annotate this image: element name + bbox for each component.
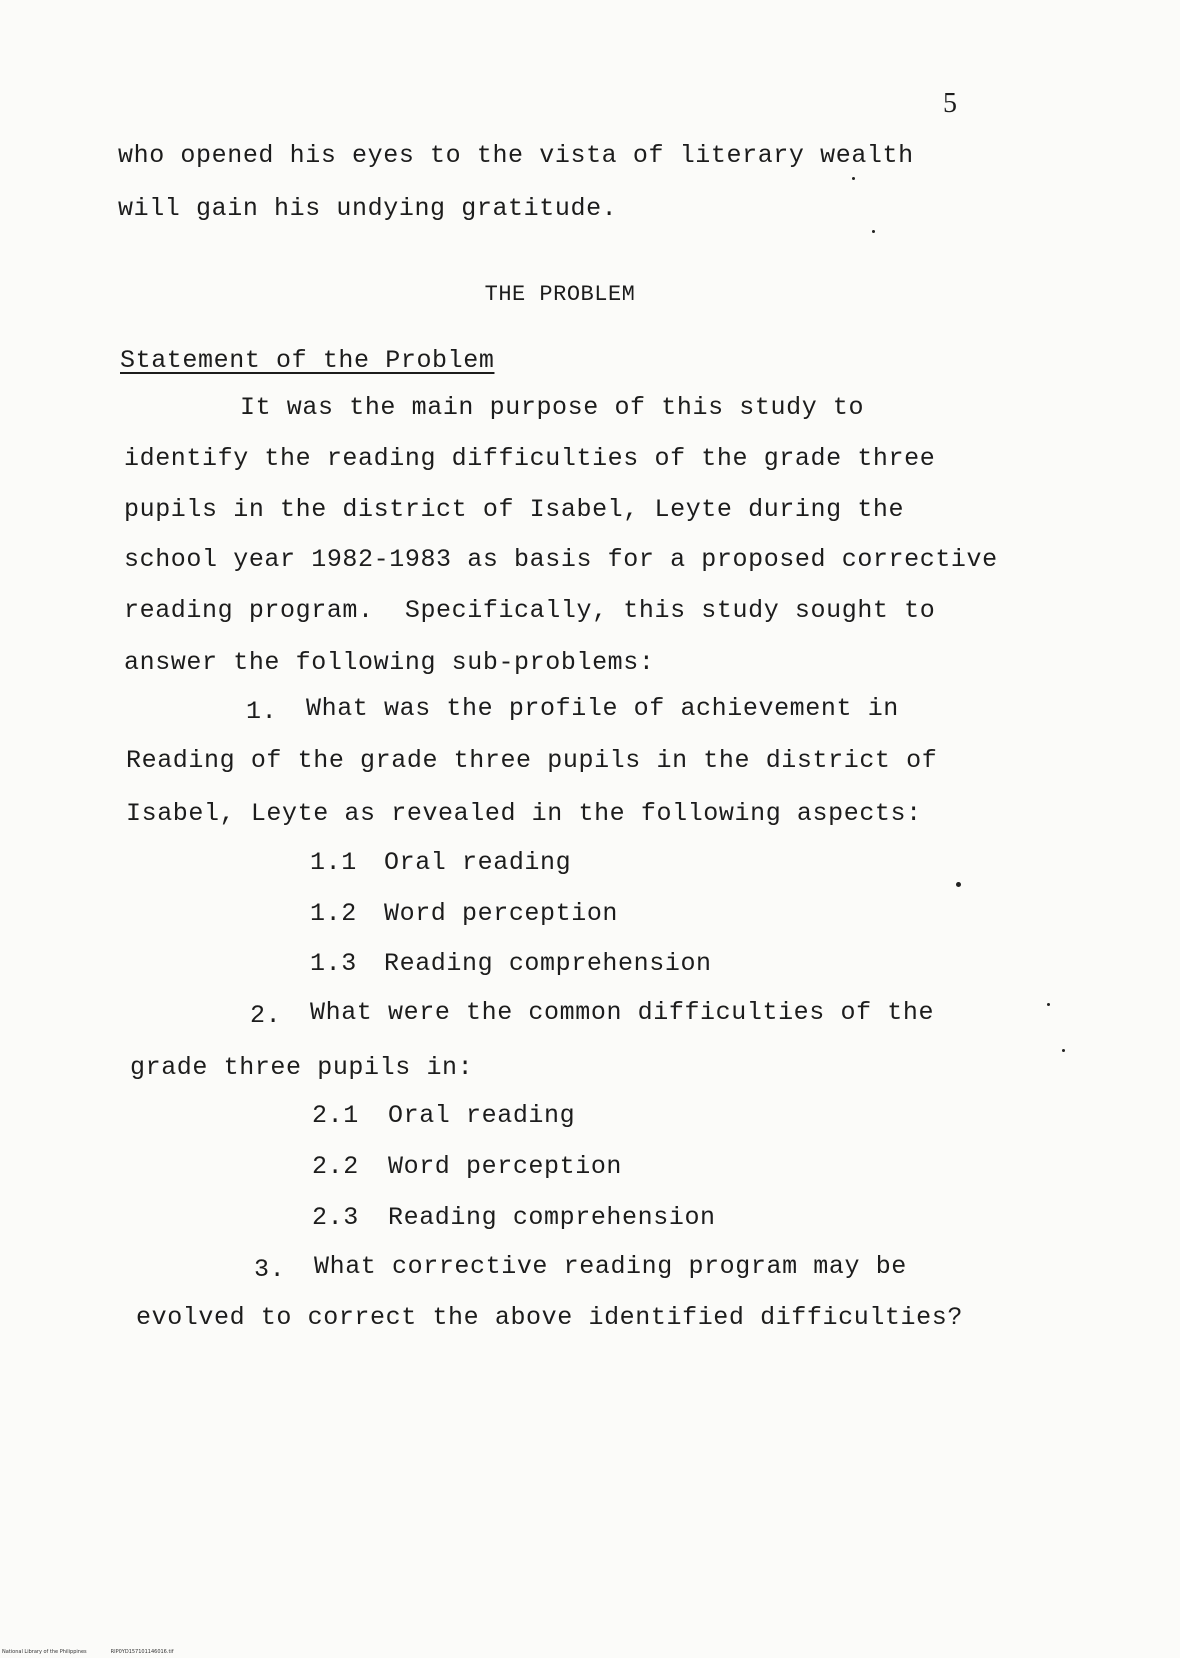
carryover-line: will gain his undying gratitude.	[118, 194, 618, 223]
question-number: 2.	[250, 1001, 282, 1030]
sub-item-text: Reading comprehension	[388, 1203, 716, 1232]
question-line: grade three pupils in:	[130, 1053, 474, 1082]
sub-item-number: 2.1	[312, 1101, 359, 1130]
sub-item-number: 2.3	[312, 1203, 359, 1232]
sub-item-text: Oral reading	[384, 848, 572, 877]
question-line: What corrective reading program may be	[314, 1252, 907, 1281]
paragraph-line: identify the reading difficulties of the grade three	[124, 444, 936, 473]
paragraph-line: school year 1982-1983 as basis for a proposed corrective	[124, 545, 998, 574]
scan-speck	[1047, 1003, 1050, 1006]
sub-item-number: 2.2	[312, 1152, 359, 1181]
question-line: Reading of the grade three pupils in the district of	[126, 746, 938, 775]
scan-footer	[2, 1649, 174, 1656]
question-line: What were the common difficulties of the	[310, 998, 935, 1027]
sub-item-number: 1.2	[310, 899, 357, 928]
paragraph-line: answer the following sub-problems:	[124, 648, 655, 677]
paragraph-line: It was the main purpose of this study to	[240, 393, 865, 422]
question-number: 1.	[246, 697, 278, 726]
question-line: evolved to correct the above identified difficulties?	[136, 1303, 963, 1332]
paragraph-line: reading program. Specifically, this study sought to	[124, 596, 936, 625]
question-line: What was the profile of achievement in	[306, 694, 899, 723]
scan-speck	[852, 177, 855, 180]
page-number: 5	[943, 88, 957, 119]
footer-library: National Library of the Philippines	[2, 1649, 87, 1655]
paragraph-line: pupils in the district of Isabel, Leyte during the	[124, 495, 905, 524]
sub-item-number: 1.3	[310, 949, 357, 978]
question-line: Isabel, Leyte as revealed in the following aspects:	[126, 799, 922, 828]
question-number: 3.	[254, 1255, 286, 1284]
scan-speck	[1062, 1049, 1065, 1052]
chapter-heading: THE PROBLEM	[484, 282, 636, 307]
sub-item-text: Word perception	[388, 1152, 623, 1181]
sub-item-text: Reading comprehension	[384, 949, 712, 978]
scan-speck	[872, 230, 875, 233]
sub-item-number: 1.1	[310, 848, 357, 877]
scan-speck	[956, 882, 961, 887]
carryover-line: who opened his eyes to the vista of literary wealth	[118, 141, 914, 170]
sub-item-text: Oral reading	[388, 1101, 576, 1130]
sub-item-text: Word perception	[384, 899, 619, 928]
footer-file: RIP0YD157101146016.tif	[110, 1649, 174, 1655]
section-heading: Statement of the Problem	[120, 346, 495, 375]
